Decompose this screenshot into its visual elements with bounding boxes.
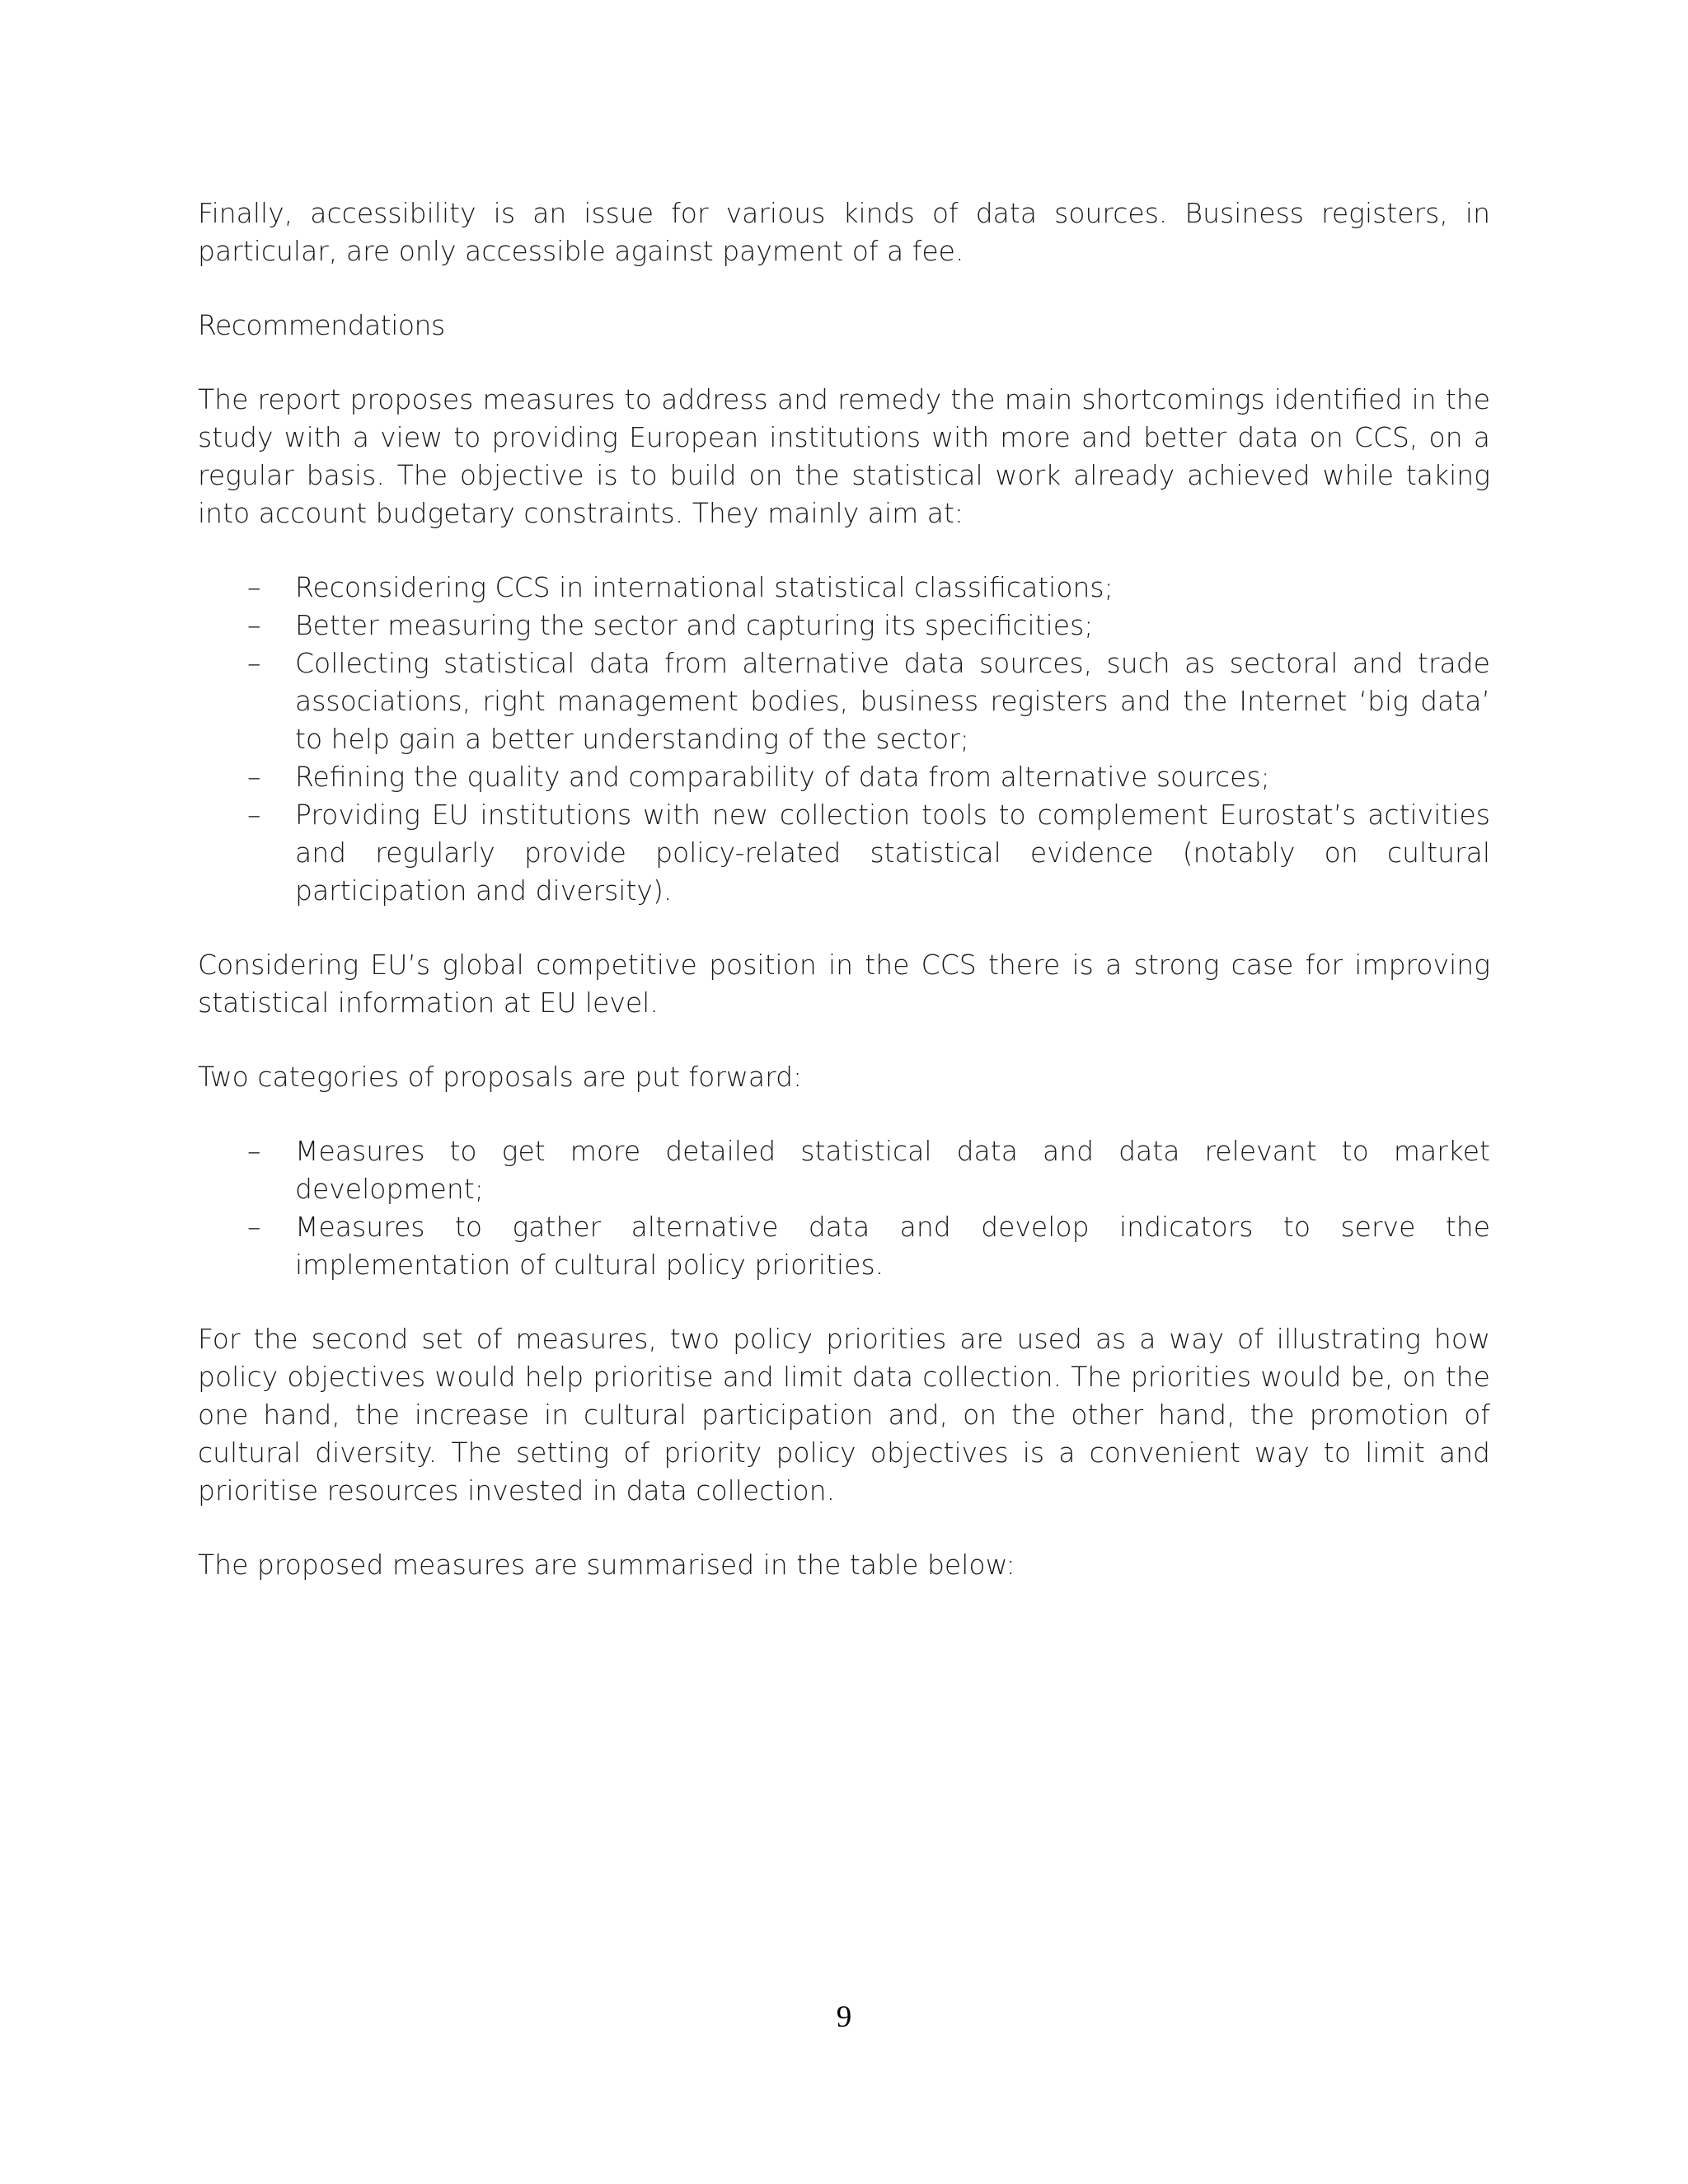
spacer [198, 1510, 1490, 1546]
recommendations-heading: Recommendations [198, 309, 445, 341]
list-item-text: Better measuring the sector and capturing its specificities; [295, 609, 1094, 641]
dash-bullet: – [247, 799, 261, 831]
dash-bullet: – [247, 1135, 261, 1167]
paragraph-accessibility: Finally, accessibility is an issue for various kinds of data sources. Business registers, in particular, are only accessible against payment of a fee. [198, 197, 1490, 267]
paragraph-summary-intro: The proposed measures are summarised in the table below: [198, 1549, 1015, 1581]
spacer [198, 1022, 1490, 1058]
dash-bullet: – [247, 647, 261, 679]
recommendations-list [198, 569, 1490, 910]
paragraph-second-set: For the second set of measures, two policy priorities are used as a way of illustrating how policy objectives would help prioritise and limit data collection. The priorities would be, on the one hand, the increase in cultural participation and, on the other hand, the promotion of cultural diversity. The setting of priority policy objectives is a convenient way to limit and prioritise resources invested in data collection. [198, 1323, 1490, 1507]
dash-bullet: – [247, 1211, 261, 1243]
spacer [198, 344, 1490, 381]
list-item-text: Providing EU institutions with new collection tools to complement Eurostat’s activities and regularly provide policy-related statistical evidence (notably on cultural participation and diversity). [295, 799, 1490, 907]
list-item-text: Measures to get more detailed statistical data and data relevant to market development; [295, 1135, 1490, 1205]
paragraph-two-categories: Two categories of proposals are put forward: [198, 1061, 803, 1093]
dash-bullet: – [247, 571, 261, 603]
page-number: 9 [836, 2000, 852, 2034]
dash-bullet: – [247, 609, 261, 641]
spacer [198, 270, 1490, 307]
page-body [198, 194, 1490, 1584]
list-item-text: Refining the quality and comparability of data from alternative sources; [295, 761, 1270, 793]
spacer [198, 532, 1490, 569]
paragraph-competitive-position: Considering EU’s global competitive position in the CCS there is a strong case for improving statistical information at EU level. [198, 949, 1490, 1019]
list-item [247, 1132, 1490, 1208]
list-item [247, 758, 1490, 796]
list-item [247, 796, 1490, 910]
list-item [247, 644, 1490, 758]
spacer [198, 910, 1490, 946]
list-item-text: Collecting statistical data from alternative data sources, such as sectoral and trade associations, right management bodies, business registers and the Internet ‘big data’ to help gain a better understanding of the sector; [295, 647, 1490, 755]
list-item [247, 569, 1490, 607]
list-item [247, 1208, 1490, 1284]
paragraph-report-proposes: The report proposes measures to address and remedy the main shortcomings identified in the study with a view to providing European institutions with more and better data on CCS, on a regular basis. The objective is to build on the statistical work already achieved while taking into account budgetary constraints. They mainly aim at: [198, 383, 1490, 529]
proposals-list [198, 1132, 1490, 1284]
spacer [198, 1096, 1490, 1132]
list-item-text: Measures to gather alternative data and develop indicators to serve the implementation of cultural policy priorities. [295, 1211, 1490, 1281]
dash-bullet: – [247, 761, 261, 793]
list-item [247, 607, 1490, 644]
list-item-text: Reconsidering CCS in international statistical classifications; [295, 571, 1114, 603]
spacer [198, 1284, 1490, 1320]
